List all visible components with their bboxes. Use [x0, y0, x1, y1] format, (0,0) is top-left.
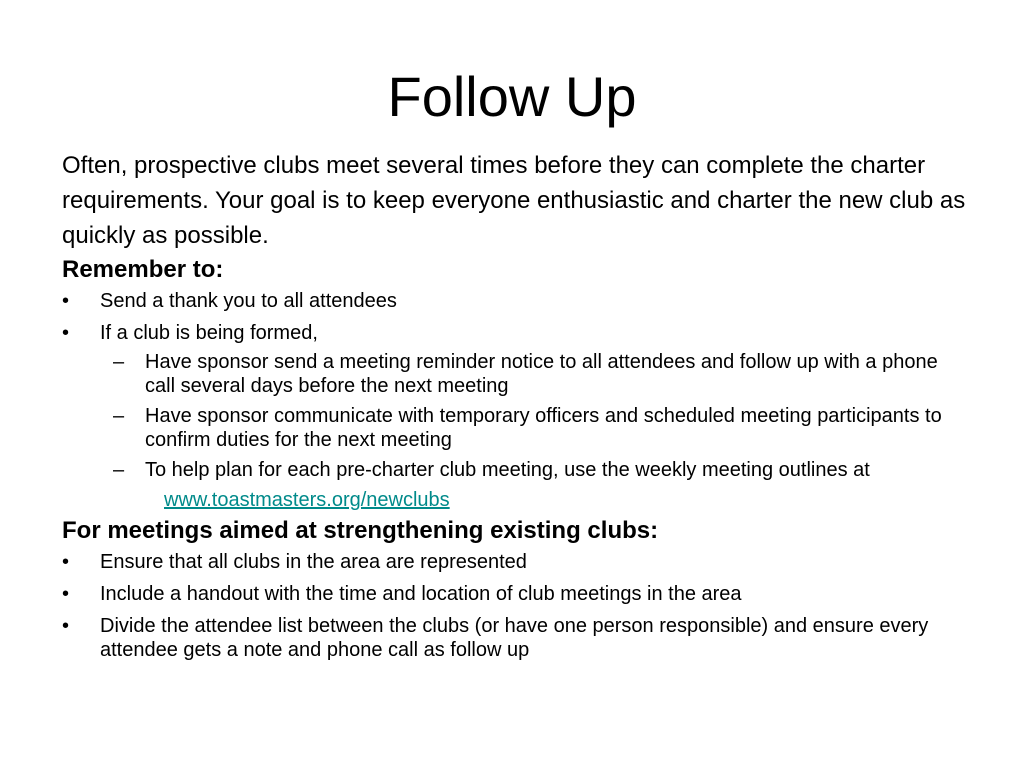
dash-icon: –	[113, 351, 125, 373]
dash-icon: –	[113, 405, 125, 427]
sub-list-item	[62, 350, 972, 398]
existing-clubs-heading: For meetings aimed at strengthening existing clubs:	[62, 517, 659, 544]
list-item	[62, 614, 972, 662]
link-row	[62, 488, 972, 512]
dash-icon: –	[113, 459, 125, 481]
newclubs-link[interactable]: www.toastmasters.org/newclubs	[164, 489, 450, 511]
list-item-text: Divide the attendee list between the clubs (or have one person responsible) and ensure every attendee gets a note and phone call as follow up	[100, 615, 929, 661]
list-item-text: If a club is being formed,	[100, 322, 318, 344]
sub-list-item-text: Have sponsor send a meeting reminder notice to all attendees and follow up with a phone call several days before the next meeting	[145, 351, 938, 397]
list-item	[62, 321, 972, 345]
list-item	[62, 289, 972, 313]
sub-list-item-text: To help plan for each pre-charter club meeting, use the weekly meeting outlines at	[145, 459, 870, 481]
list-item-text: Send a thank you to all attendees	[100, 290, 397, 312]
bullet-icon: •	[62, 322, 70, 344]
bullet-icon: •	[62, 551, 70, 573]
list-item	[62, 550, 972, 574]
bullet-icon: •	[62, 583, 70, 605]
sub-list-item-text: Have sponsor communicate with temporary officers and scheduled meeting participants to confirm duties for the next meeting	[145, 405, 942, 451]
sub-list-item	[62, 404, 972, 452]
sub-list-item	[62, 458, 972, 482]
list-item	[62, 582, 972, 606]
list-item-text: Ensure that all clubs in the area are represented	[100, 551, 527, 573]
slide-title: Follow Up	[387, 65, 637, 128]
slide-body	[62, 148, 972, 662]
bullet-icon: •	[62, 290, 70, 312]
intro-paragraph: Often, prospective clubs meet several times before they can complete the charter requirements. Your goal is to keep everyone enthusiastic and charter the new club as quickly as possible.	[62, 152, 966, 249]
list-item-text: Include a handout with the time and location of club meetings in the area	[100, 583, 742, 605]
remember-heading: Remember to:	[62, 256, 224, 283]
bullet-icon: •	[62, 615, 70, 637]
